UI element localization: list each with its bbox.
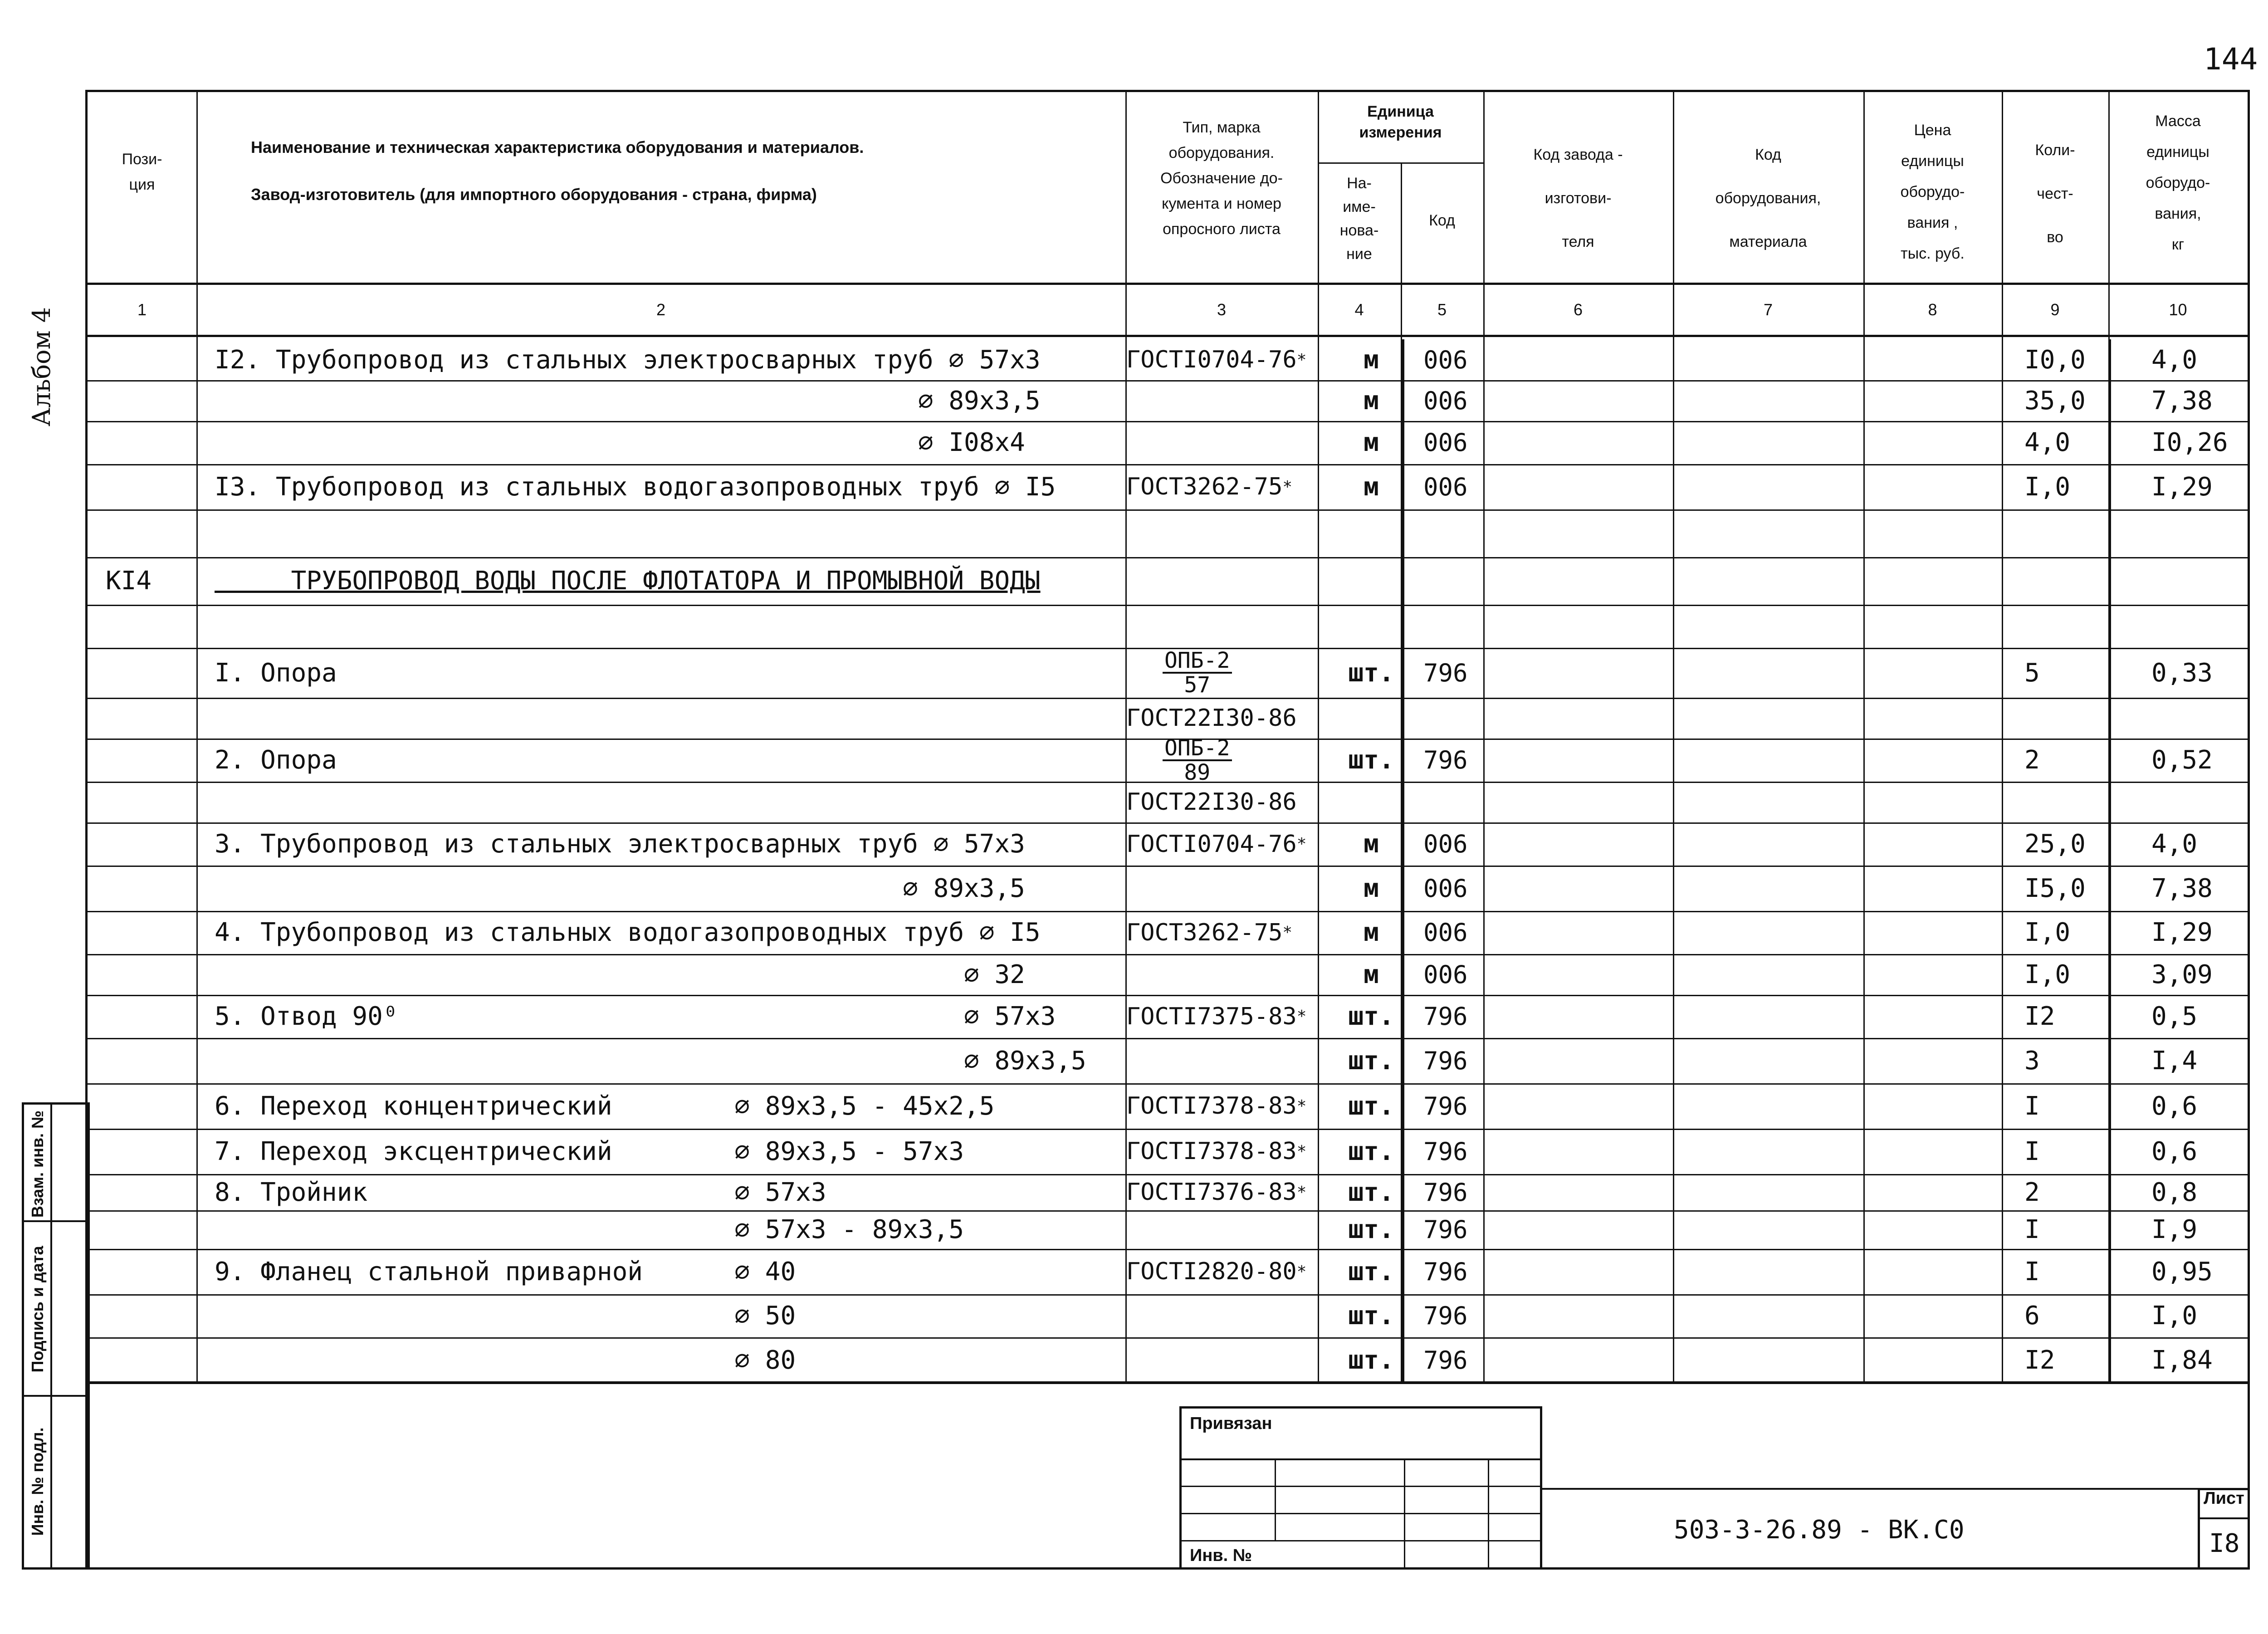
stamp-inv-podl-label: Инв. № подл. — [28, 1427, 47, 1536]
column-number: 2 — [656, 300, 666, 319]
type-text: ГОСТI7376-83 — [1126, 1179, 1297, 1206]
fraction-denominator: 57 — [1184, 672, 1211, 698]
cell-unit: м — [1364, 829, 1379, 859]
cell-type-fraction — [1163, 735, 1232, 785]
privyazan-line — [1182, 1458, 1540, 1460]
table-row — [88, 782, 2248, 822]
cell-name: ∅ 57x3 - 89x3,5 — [215, 1215, 964, 1244]
cell-unit-code: 796 — [1423, 1257, 1468, 1286]
header-col1: Пози- ция — [122, 151, 162, 193]
table-row — [88, 911, 2248, 954]
cell-name: ТРУБОПРОВОД ВОДЫ ПОСЛЕ ФЛОТАТОРА И ПРОМЫВНОЙ ВОДЫ — [215, 566, 1041, 596]
table-row — [88, 1174, 2248, 1210]
stamp-vzam-label: Взам. инв. № — [28, 1110, 47, 1218]
cell-quantity: I,0 — [2024, 918, 2071, 947]
cell-unit-code: 006 — [1423, 874, 1468, 903]
cell-unit-code: 796 — [1423, 1137, 1468, 1166]
column-number-line — [88, 335, 2248, 337]
table-row — [88, 1249, 2248, 1294]
cell-name: ∅ 89x3,5 — [215, 873, 1025, 903]
cell-unit: шт. — [1348, 745, 1394, 775]
cell-name: 6. Переход концентрический ∅ 89x3,5 - 45x2,5 — [215, 1091, 995, 1121]
table-row — [88, 866, 2248, 911]
sheet-label: Лист — [2204, 1489, 2244, 1508]
section-heading-row — [88, 557, 2248, 605]
cell-quantity: 4,0 — [2024, 428, 2071, 457]
cell-mass: I,29 — [2151, 472, 2213, 502]
type-text: ГОСТ3262-75 — [1126, 919, 1283, 946]
cell-unit: шт. — [1348, 1046, 1394, 1076]
privyazan-label: Привязан — [1190, 1414, 1272, 1433]
column-number: 5 — [1437, 300, 1447, 319]
cell-name: 4. Трубопровод из стальных водогазопроводных труб ∅ I5 — [215, 918, 1041, 947]
cell-mass: 0,33 — [2151, 658, 2213, 688]
table-row — [88, 339, 2248, 380]
column-number: 1 — [137, 300, 147, 319]
cell-unit: шт. — [1348, 1301, 1394, 1331]
cell-unit-code: 796 — [1423, 658, 1468, 687]
column-number: 7 — [1763, 300, 1773, 319]
cell-unit: м — [1364, 386, 1379, 416]
privyazan-line — [1182, 1486, 1540, 1487]
table-row — [88, 822, 2248, 866]
cell-mass: I,29 — [2151, 918, 2213, 947]
cell-name: 3. Трубопровод из стальных электросварных труб ∅ 57x3 — [215, 829, 1025, 859]
cell-mass: 0,8 — [2151, 1177, 2198, 1207]
table-row — [88, 995, 2248, 1038]
cell-type — [1126, 464, 1292, 509]
cell-type-fraction — [1163, 648, 1232, 698]
table-row — [88, 605, 2248, 648]
cell-quantity: I — [2024, 1091, 2040, 1121]
album-label: Альбом 4 — [27, 307, 56, 426]
cell-quantity: I2 — [2024, 1002, 2055, 1031]
cell-quantity: I2 — [2024, 1345, 2055, 1375]
cell-unit: м — [1364, 918, 1379, 947]
cell-mass: 0,6 — [2151, 1091, 2198, 1121]
cell-mass: 0,95 — [2151, 1257, 2213, 1287]
cell-quantity: I — [2024, 1215, 2040, 1244]
cell-quantity: I0,0 — [2024, 345, 2086, 375]
cell-unit-code: 796 — [1423, 1002, 1468, 1031]
cell-unit: шт. — [1348, 658, 1394, 688]
cell-quantity: I — [2024, 1257, 2040, 1287]
cell-unit-code: 006 — [1423, 918, 1468, 947]
table-row — [88, 1337, 2248, 1383]
privyazan-line — [1182, 1540, 1540, 1541]
type-text: ГОСТI7375-83 — [1126, 1003, 1297, 1030]
cell-unit-code: 796 — [1423, 1091, 1468, 1120]
table-row — [88, 698, 2248, 739]
cell-name: 8. Тройник ∅ 57x3 — [215, 1177, 826, 1207]
header-col2: Наименование и техническая характеристика оборудования и материалов. Завод-изготовитель (для импортного оборудования - страна, фирма) — [251, 138, 864, 204]
cell-name: ∅ 32 — [215, 959, 1025, 989]
cell-unit-code: 796 — [1423, 746, 1468, 774]
stamp-podpis-label: Подпись и дата — [28, 1246, 47, 1373]
type-text: ГОСТ3262-75 — [1126, 473, 1283, 500]
cell-type — [1126, 782, 1297, 822]
privyazan-line — [1488, 1458, 1489, 1567]
inv-no-label: Инв. № — [1190, 1546, 1252, 1565]
column-number: 4 — [1354, 300, 1364, 319]
header-col9: Коли- чест- во — [2035, 142, 2075, 246]
table-row — [88, 464, 2248, 509]
column-number: 6 — [1573, 300, 1583, 319]
table-row — [88, 1083, 2248, 1129]
table-row — [88, 509, 2248, 557]
header-subdivider — [1318, 162, 1483, 164]
cell-name: ∅ I08x4 — [215, 428, 1025, 457]
fraction-denominator: 89 — [1184, 759, 1211, 785]
cell-unit-code: 796 — [1423, 1046, 1468, 1075]
cell-unit: шт. — [1348, 1136, 1394, 1166]
cell-type — [1126, 1083, 1306, 1129]
privyazan-line — [1404, 1458, 1405, 1567]
cell-unit-code: 796 — [1423, 1215, 1468, 1244]
privyazan-line — [1275, 1458, 1276, 1540]
cell-name: I2. Трубопровод из стальных электросварных труб ∅ 57x3 — [215, 345, 1041, 375]
column-number: 3 — [1217, 300, 1227, 319]
table-row — [88, 1294, 2248, 1337]
cell-name: 5. Отвод 90⁰ ∅ 57x3 — [215, 1002, 1056, 1031]
cell-quantity: 25,0 — [2024, 829, 2086, 859]
type-text: ГОСТI2820-80 — [1126, 1258, 1297, 1285]
cell-unit: шт. — [1348, 1345, 1394, 1375]
cell-unit: шт. — [1348, 1215, 1394, 1244]
cell-mass: I0,26 — [2151, 428, 2228, 457]
cell-mass: 7,38 — [2151, 873, 2213, 903]
cell-mass: 3,09 — [2151, 959, 2213, 989]
cell-unit: шт. — [1348, 1257, 1394, 1287]
cell-unit-code: 796 — [1423, 1301, 1468, 1330]
stamp-divider — [50, 1105, 52, 1567]
cell-quantity: I,0 — [2024, 472, 2071, 502]
cell-type — [1126, 1174, 1306, 1210]
header-col4: На- име- нова- ние — [1339, 175, 1379, 263]
header-col6: Код завода - изготови- теля — [1533, 146, 1623, 250]
cell-unit-code: 006 — [1423, 386, 1468, 415]
cell-position: KI4 — [106, 566, 152, 596]
type-asterisk: * — [1296, 1183, 1307, 1202]
document-number: 503-3-26.89 - ВК.С0 — [1674, 1515, 1965, 1545]
margin-stamp — [22, 1102, 90, 1570]
cell-type — [1126, 995, 1306, 1038]
type-text: ГОСТ22I30-86 — [1126, 788, 1297, 816]
cell-unit — [1339, 698, 1403, 739]
cell-quantity: 6 — [2024, 1301, 2040, 1331]
cell-unit — [1339, 509, 1403, 557]
cell-unit — [1339, 782, 1403, 822]
page-number: 144 — [2204, 42, 2258, 77]
cell-name: ∅ 80 — [215, 1345, 796, 1375]
cell-unit: м — [1364, 345, 1379, 375]
cell-name: ∅ 50 — [215, 1301, 796, 1331]
cell-unit-code: 796 — [1423, 1345, 1468, 1375]
cell-quantity: 2 — [2024, 1177, 2040, 1207]
type-asterisk: * — [1296, 835, 1307, 853]
cell-mass: I,9 — [2151, 1215, 2198, 1244]
cell-name: 2. Опора — [215, 745, 337, 775]
cell-unit-code: 796 — [1423, 1178, 1468, 1207]
cell-quantity: I,0 — [2024, 959, 2071, 989]
type-asterisk: * — [1296, 1007, 1307, 1026]
cell-unit: м — [1364, 873, 1379, 903]
cell-mass: 0,5 — [2151, 1002, 2198, 1031]
cell-name: 9. Фланец стальной приварной ∅ 40 — [215, 1257, 796, 1287]
cell-unit-code: 006 — [1423, 345, 1468, 374]
cell-quantity: 35,0 — [2024, 386, 2086, 416]
type-text: ГОСТI7378-83 — [1126, 1138, 1297, 1165]
cell-unit-code: 006 — [1423, 830, 1468, 858]
fraction-numerator: ОПБ-2 — [1163, 649, 1232, 674]
table-row — [88, 648, 2248, 698]
table-row — [88, 380, 2248, 421]
column-number: 8 — [1928, 300, 1937, 319]
type-asterisk: * — [1296, 350, 1307, 369]
cell-unit-code: 006 — [1423, 960, 1468, 989]
type-asterisk: * — [1296, 1262, 1307, 1281]
header-col45: Единица измерения — [1359, 103, 1442, 141]
type-text: ГОСТI0704-76 — [1126, 346, 1297, 373]
cell-unit: м — [1364, 472, 1379, 502]
cell-type — [1126, 1129, 1306, 1174]
type-asterisk: * — [1282, 923, 1293, 942]
cell-unit: шт. — [1348, 1177, 1394, 1207]
privyazan-block — [1179, 1406, 1542, 1570]
cell-type — [1126, 911, 1292, 954]
privyazan-line — [1182, 1513, 1540, 1514]
cell-name: ∅ 89x3,5 — [215, 386, 1041, 416]
sheet-box-line — [2200, 1517, 2250, 1519]
cell-quantity: 3 — [2024, 1046, 2040, 1076]
table-row — [88, 954, 2248, 995]
cell-type — [1126, 339, 1306, 380]
header-col10: Масса единицы оборудо- вания, кг — [2146, 113, 2210, 253]
fraction-numerator: ОПБ-2 — [1163, 737, 1232, 761]
cell-name: ∅ 89x3,5 — [215, 1046, 1086, 1076]
cell-type — [1126, 822, 1306, 866]
type-asterisk: * — [1296, 1142, 1307, 1161]
cell-unit: м — [1364, 959, 1379, 989]
type-asterisk: * — [1296, 1096, 1307, 1115]
cell-name: 7. Переход эксцентрический ∅ 89x3,5 - 57x3 — [215, 1136, 964, 1166]
type-text: ГОСТ22I30-86 — [1126, 704, 1297, 732]
table-row — [88, 1210, 2248, 1249]
cell-quantity: 2 — [2024, 745, 2040, 775]
cell-unit-code: 006 — [1423, 472, 1468, 501]
cell-name: I3. Трубопровод из стальных водогазопроводных труб ∅ I5 — [215, 472, 1056, 502]
table-row — [88, 1038, 2248, 1083]
cell-quantity: 5 — [2024, 658, 2040, 688]
cell-mass: I,0 — [2151, 1301, 2198, 1331]
cell-mass: I,4 — [2151, 1046, 2198, 1076]
specification-table — [85, 90, 2250, 1384]
cell-unit-code: 006 — [1423, 428, 1468, 457]
cell-mass: 0,52 — [2151, 745, 2213, 775]
cell-mass: I,84 — [2151, 1345, 2213, 1375]
header-col3: Тип, марка оборудования. Обозначение до- кумента и номер опросного листа — [1160, 119, 1283, 238]
title-block-line — [1540, 1488, 2250, 1490]
cell-type — [1126, 698, 1297, 739]
cell-unit — [1339, 557, 1403, 605]
cell-unit — [1339, 605, 1403, 648]
column-number: 9 — [2050, 300, 2060, 319]
table-row — [88, 735, 2248, 785]
cell-mass: 4,0 — [2151, 345, 2198, 375]
cell-mass: 7,38 — [2151, 386, 2213, 416]
cell-quantity: I5,0 — [2024, 873, 2086, 903]
cell-mass: 4,0 — [2151, 829, 2198, 859]
cell-unit: шт. — [1348, 1091, 1394, 1121]
header-col7: Код оборудования, материала — [1715, 146, 1821, 250]
table-row — [88, 421, 2248, 464]
table-row — [88, 1129, 2248, 1174]
type-asterisk: * — [1282, 477, 1293, 496]
column-number: 10 — [2169, 300, 2187, 319]
type-text: ГОСТI7378-83 — [1126, 1092, 1297, 1120]
header-col5: Код — [1429, 212, 1455, 229]
cell-type — [1126, 1249, 1306, 1294]
header-col8: Цена единицы оборудо- вания , тыс. руб. — [1900, 122, 1965, 262]
type-text: ГОСТI0704-76 — [1126, 830, 1297, 858]
cell-quantity: I — [2024, 1136, 2040, 1166]
cell-unit: м — [1364, 428, 1379, 457]
cell-mass: 0,6 — [2151, 1136, 2198, 1166]
sheet-number: I8 — [2209, 1529, 2240, 1558]
cell-unit: шт. — [1348, 1002, 1394, 1031]
cell-name: I. Опора — [215, 658, 337, 688]
